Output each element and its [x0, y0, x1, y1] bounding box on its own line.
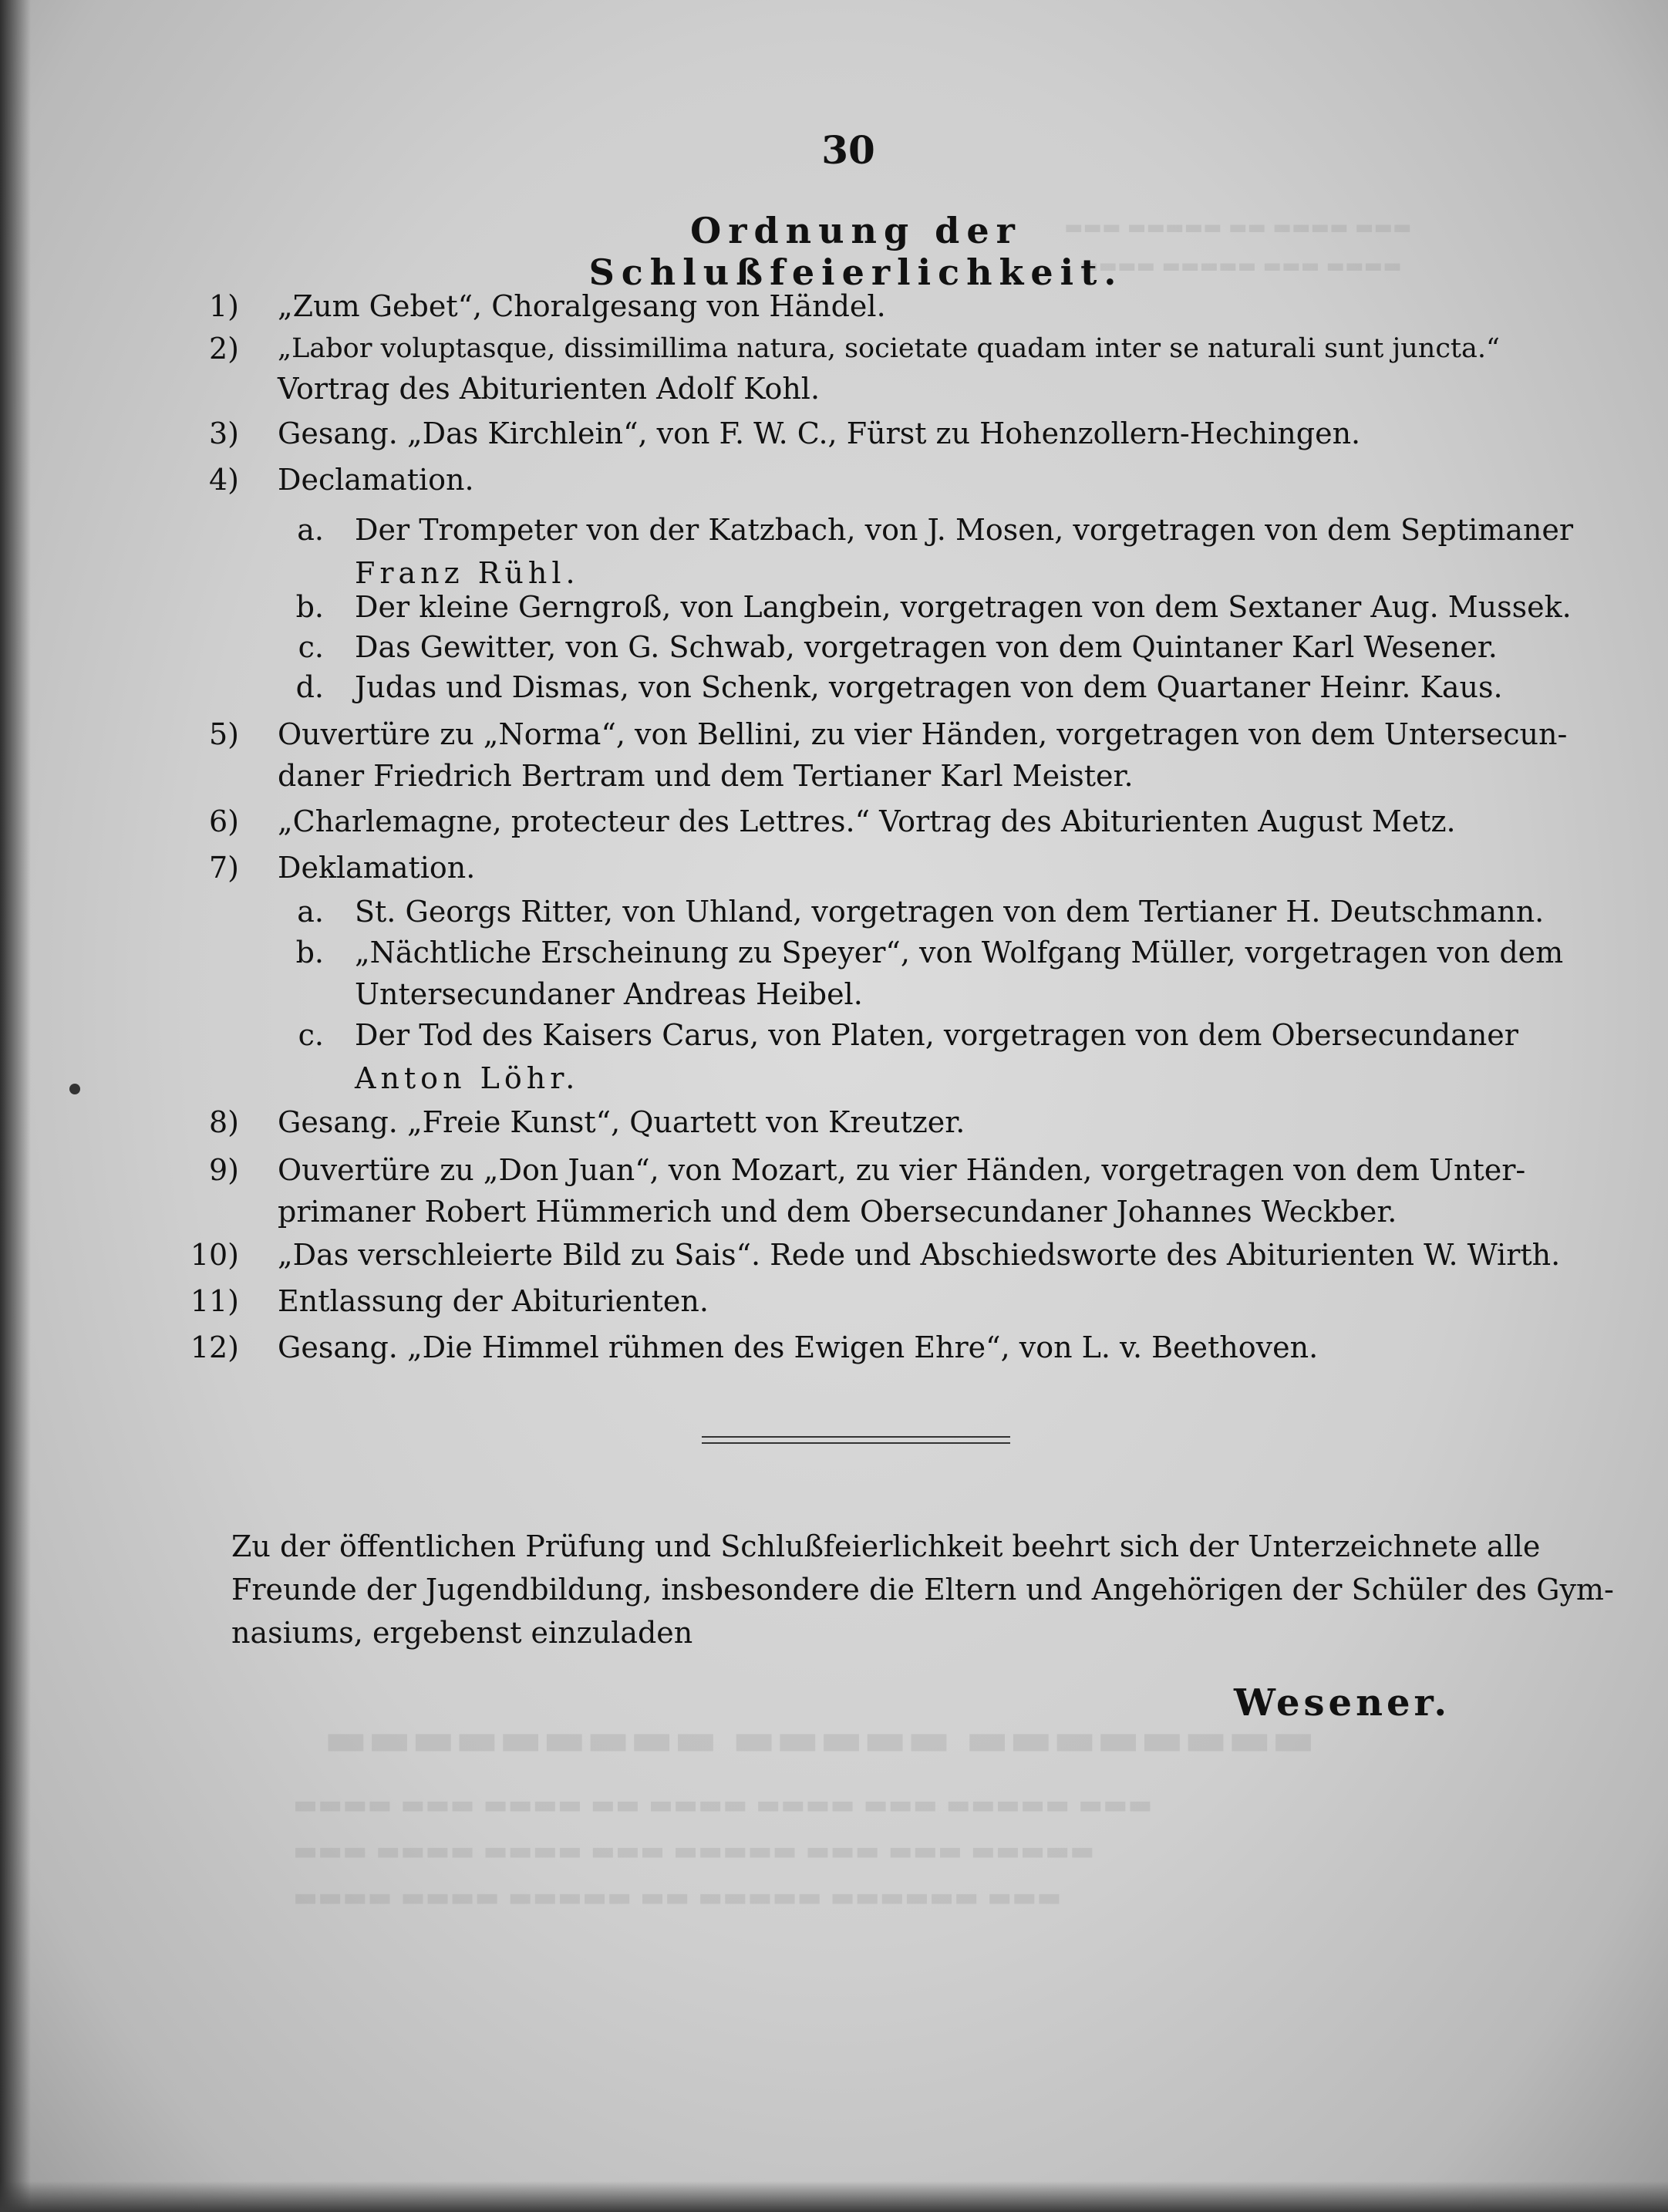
item-text: „Das verschleierte Bild zu Sais“. Rede und Abschiedsworte des Abiturienten W. Wirth. — [278, 1238, 1561, 1272]
item-text: Ouvertüre zu „Norma“, von Bellini, zu vier Händen, vorgetragen von dem Untersecun- — [278, 717, 1568, 751]
item-letter: a. — [297, 513, 324, 547]
item-letter: c. — [298, 1018, 324, 1052]
show-through-texture: ▬▬▬▬ ▬▬▬ ▬▬▬▬▬ ▬▬▬▬ — [1080, 255, 1402, 278]
item-text: Der Trompeter von der Katzbach, von J. Mosen, vorgetragen von dem Septimaner — [355, 513, 1574, 547]
section-divider — [702, 1436, 1010, 1448]
item-number: 8) — [208, 1105, 239, 1139]
page-title: Ordnung der Schlußfeierlichkeit. — [588, 210, 1124, 293]
page-number: 30 — [821, 127, 875, 173]
signature: Wesener. — [1234, 1681, 1451, 1725]
item-number: 11) — [190, 1284, 239, 1318]
item-text: primaner Robert Hümmerich und dem Obersecundaner Johannes Weckber. — [278, 1195, 1397, 1229]
item-letter: b. — [295, 936, 324, 969]
item-number: 2) — [208, 332, 239, 366]
closing-text-line: Freunde der Jugendbildung, insbesondere die Eltern und Angehörigen der Schüler des Gym- — [231, 1573, 1614, 1607]
item-text: daner Friedrich Bertram und dem Tertianer Karl Meister. — [278, 759, 1134, 793]
item-number: 10) — [190, 1238, 239, 1272]
item-number: 6) — [208, 804, 239, 838]
item-letter: d. — [295, 670, 324, 704]
item-number: 4) — [208, 463, 239, 497]
item-text: Gesang. „Die Himmel rühmen des Ewigen Ehre“, von L. v. Beethoven. — [278, 1330, 1319, 1364]
item-number: 3) — [208, 416, 239, 450]
item-text: Gesang. „Das Kirchlein“, von F. W. C., Fürst zu Hohenzollern-Hechingen. — [278, 416, 1361, 450]
show-through-texture: ▬▬▬ ▬▬▬▬▬ ▬▬▬ ▬▬▬▬ ▬▬▬▬ ▬▬ ▬▬▬▬ ▬▬▬ ▬▬▬▬ — [293, 1789, 1153, 1820]
closing-text-line: nasiums, ergebenst einzuladen — [231, 1616, 693, 1650]
item-text: Anton Löhr. — [355, 1061, 580, 1095]
item-letter: b. — [295, 590, 324, 624]
item-text: Deklamation. — [278, 851, 476, 885]
item-text: Der kleine Gerngroß, von Langbein, vorgetragen von dem Sextaner Aug. Mussek. — [355, 590, 1572, 624]
item-text: Das Gewitter, von G. Schwab, vorgetragen von dem Quintaner Karl Wesener. — [355, 630, 1498, 664]
item-text: St. Georgs Ritter, von Uhland, vorgetragen von dem Tertianer H. Deutschmann. — [355, 895, 1545, 929]
ink-speck — [69, 1084, 80, 1094]
item-text: Vortrag des Abiturienten Adolf Kohl. — [278, 372, 821, 406]
scan-edge-left — [0, 0, 31, 2212]
item-number: 9) — [208, 1153, 239, 1187]
item-text: „Labor voluptasque, dissimillima natura, societate quadam inter se naturali sunt juncta.“ — [278, 333, 1500, 364]
show-through-texture: ▬▬▬ ▬▬▬▬ ▬▬ ▬▬▬▬▬ ▬▬▬ — [1064, 216, 1412, 239]
show-through-texture: ▬▬▬ ▬▬▬▬▬▬ ▬▬▬▬▬ ▬▬ ▬▬▬▬▬ ▬▬▬▬ ▬▬▬▬ — [293, 1882, 1062, 1913]
item-text: Declamation. — [278, 463, 474, 497]
item-text: Entlassung der Abiturienten. — [278, 1284, 709, 1318]
closing-text-line: Zu der öffentlichen Prüfung und Schlußfeierlichkeit beehrt sich der Unterzeichnete alle — [231, 1529, 1541, 1563]
show-through-texture: ▬▬▬▬▬▬▬▬ ▬▬▬▬▬ ▬▬▬▬▬▬▬▬▬ — [324, 1712, 1316, 1766]
item-text: Untersecundaner Andreas Heibel. — [355, 977, 863, 1011]
scan-edge-bottom — [0, 2181, 1668, 2212]
show-through-texture: ▬▬▬▬▬ ▬▬▬ ▬▬▬ ▬▬▬▬▬ ▬▬▬ ▬▬▬▬ ▬▬▬▬ ▬▬▬ — [293, 1836, 1095, 1866]
item-letter: a. — [297, 895, 324, 929]
item-text: Gesang. „Freie Kunst“, Quartett von Kreutzer. — [278, 1105, 965, 1139]
item-text: Judas und Dismas, von Schenk, vorgetragen von dem Quartaner Heinr. Kaus. — [355, 670, 1503, 704]
item-letter: c. — [298, 630, 324, 664]
item-text: „Nächtliche Erscheinung zu Speyer“, von Wolfgang Müller, vorgetragen von dem — [355, 936, 1564, 969]
item-text: Franz Rühl. — [355, 556, 580, 590]
item-text: Der Tod des Kaisers Carus, von Platen, vorgetragen von dem Obersecundaner — [355, 1018, 1518, 1052]
item-number: 7) — [208, 851, 239, 885]
item-number: 5) — [208, 717, 239, 751]
item-text: „Zum Gebet“, Choralgesang von Händel. — [278, 289, 886, 323]
item-number: 12) — [190, 1330, 239, 1364]
item-number: 1) — [208, 289, 239, 323]
item-text: „Charlemagne, protecteur des Lettres.“ Vortrag des Abiturienten August Metz. — [278, 804, 1456, 838]
item-text: Ouvertüre zu „Don Juan“, von Mozart, zu vier Händen, vorgetragen von dem Unter- — [278, 1153, 1526, 1187]
